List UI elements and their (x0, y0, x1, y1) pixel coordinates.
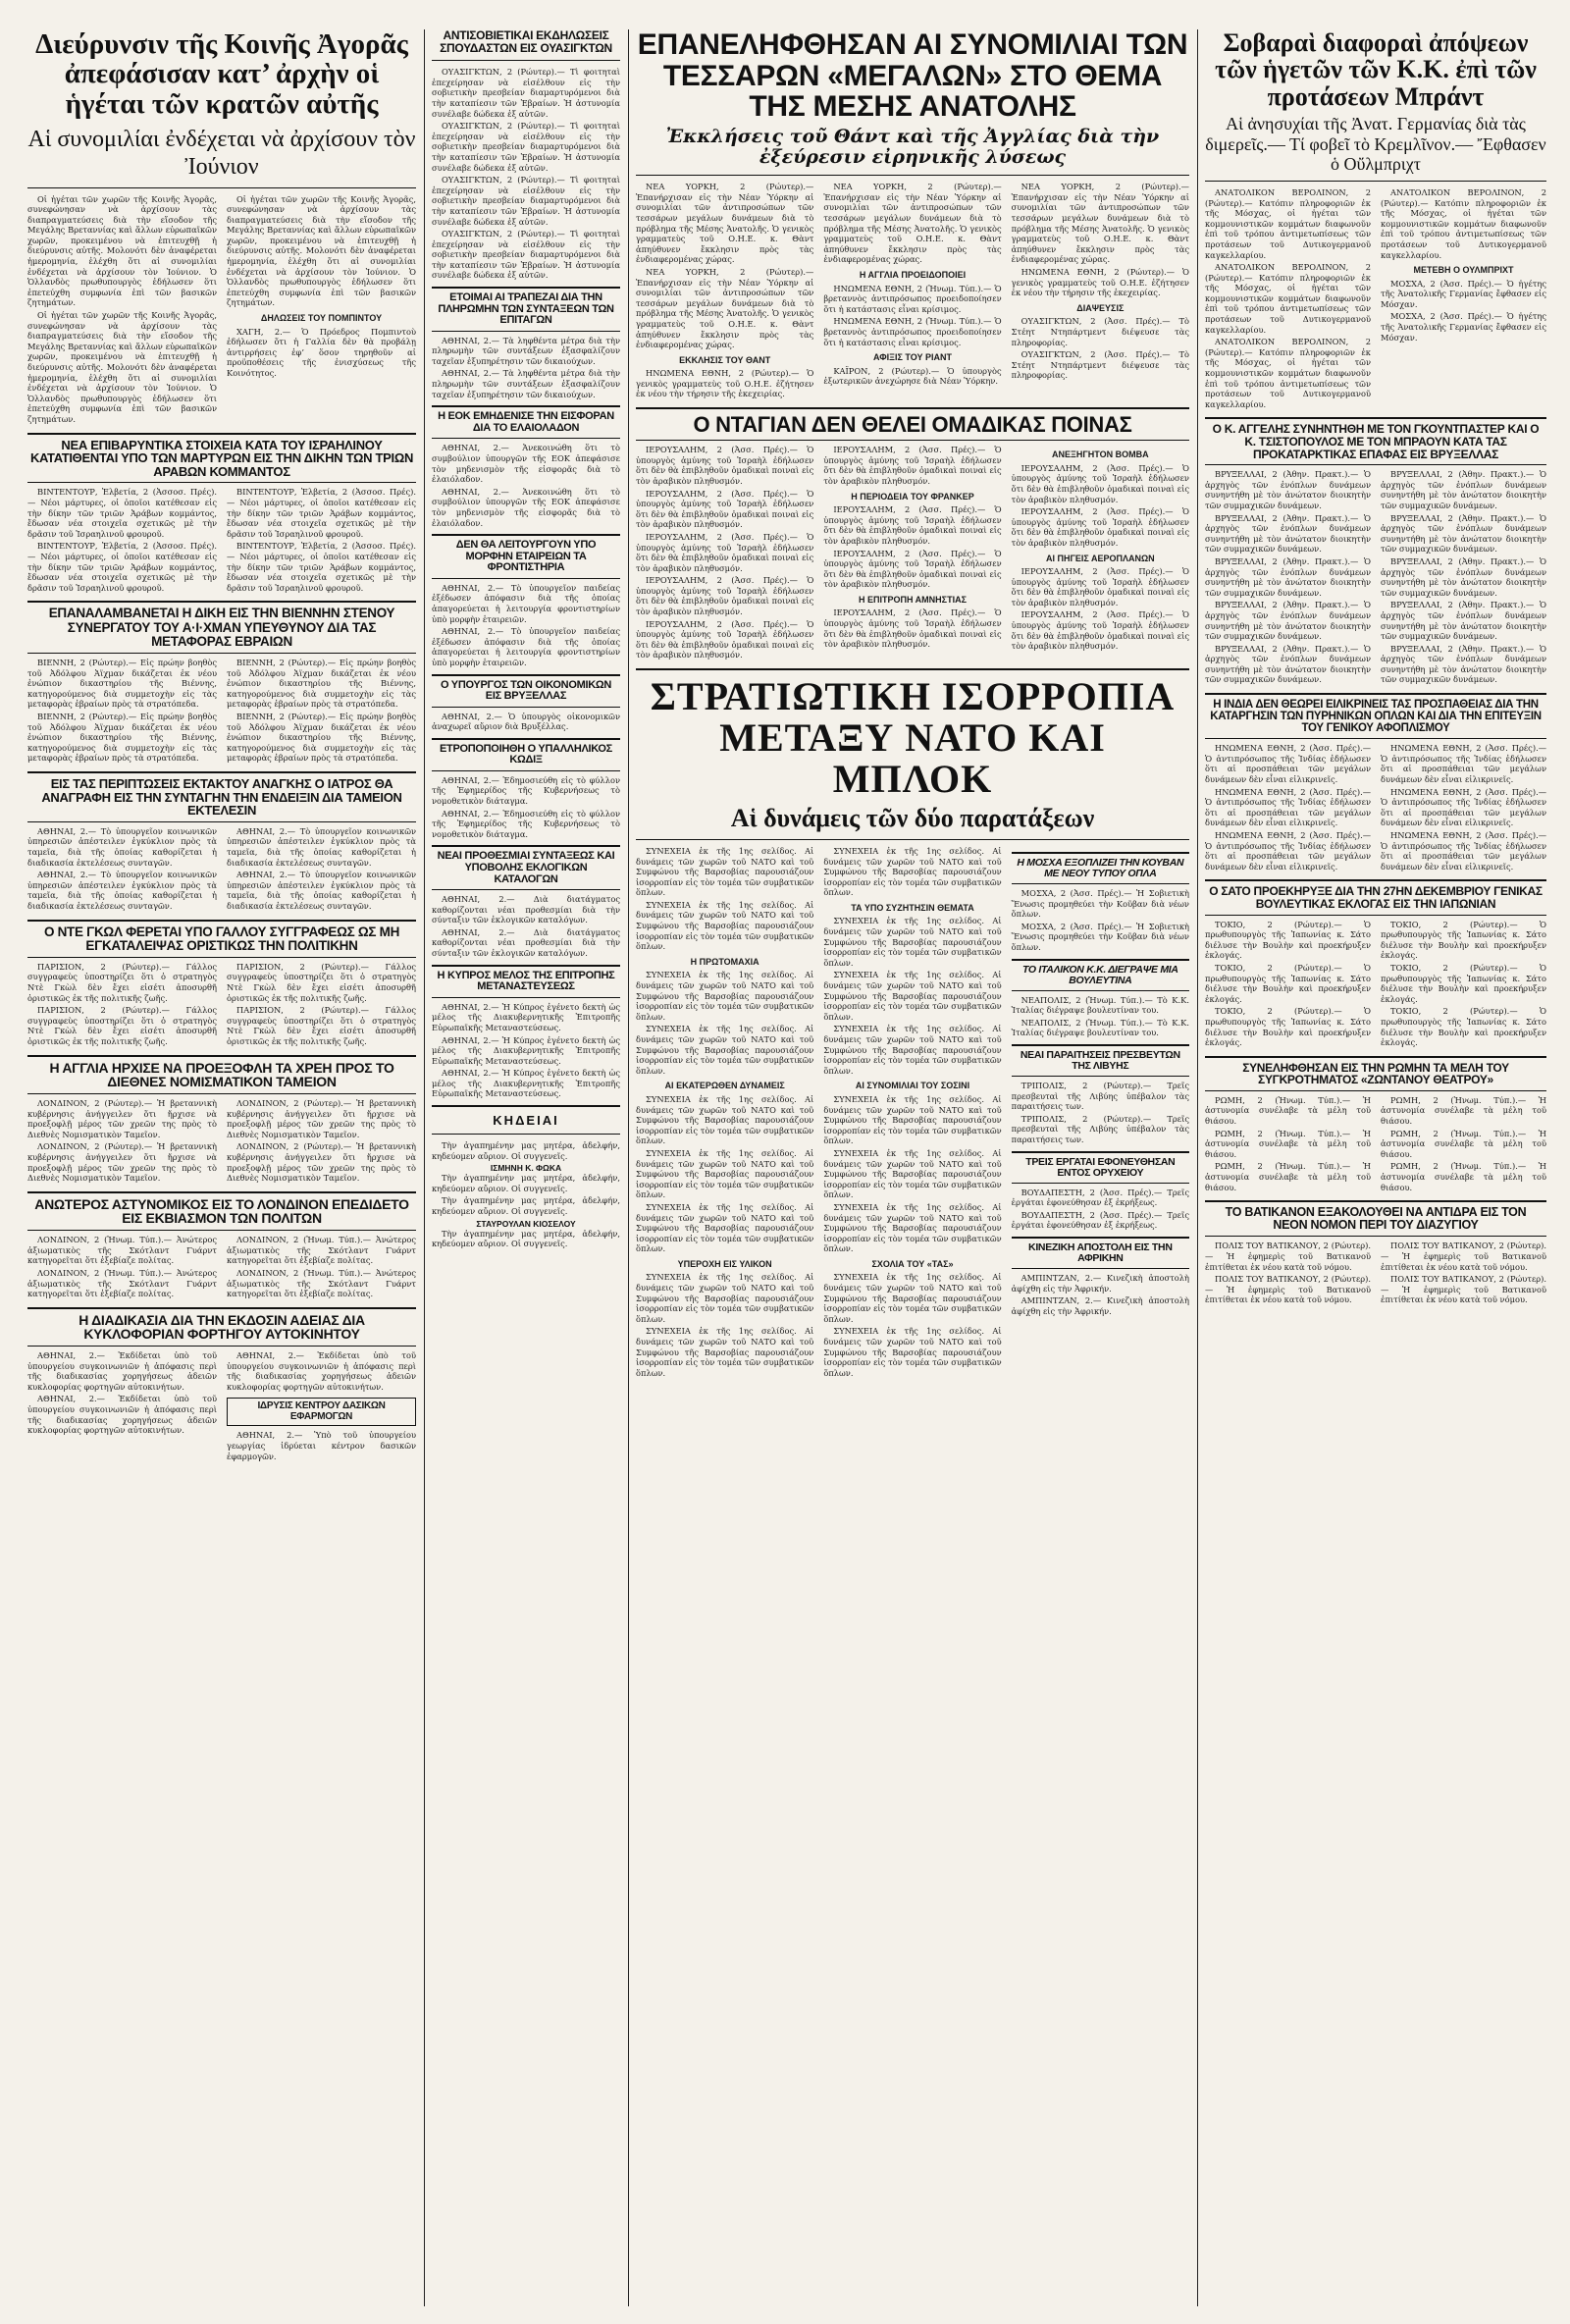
article-body: ΒΙΕΝΝΗ, 2 (Ρώυτερ).— Εἰς πρώην βοηθὸς τοῦ Ἀδόλφου Ἀϊχμαν δικάζεται ἐκ νέου ἐνώπιον δικαστηρίου τῆς Βιέννης, κατηγορούμενος διὰ συμμετοχὴν εἰς τὰς μεταφορὰς ἑβραίων πρὸς τὰ στρατόπεδα. ΒΙΕΝΝΗ, 2 (Ρώυτερ).— Εἰς πρώην βοηθὸς τοῦ Ἀδόλφου Ἀϊχμαν δικάζεται ἐκ νέου ἐνώπιον δικαστηρίου τῆς Βιέννης, κατηγορούμενος διὰ συμμετοχὴν εἰς τὰς μεταφορὰς ἑβραίων πρὸς τὰ στρατόπεδα. ΒΙΕΝΝΗ, 2 (Ρώυτερ).— Εἰς πρώην βοηθὸς τοῦ Ἀδόλφου Ἀϊχμαν δικάζεται ἐκ νέου ἐνώπιον δικαστηρίου τῆς Βιέννης, κατηγορούμενος διὰ συμμετοχὴν εἰς τὰς μεταφορὰς ἑβραίων πρὸς τὰ στρατόπεδα. ΒΙΕΝΝΗ, 2 (Ρώυτερ).— Εἰς πρώην βοηθὸς τοῦ Ἀδόλφου Ἀϊχμαν δικάζεται ἐκ νέου ἐνώπιον δικαστηρίου τῆς Βιέννης, κατηγορούμενος διὰ συμμετοχὴν εἰς τὰς μεταφορὰς ἑβραίων πρὸς τὰ στρατόπεδα. (27, 657, 416, 764)
headline-india: Η ΙΝΔΙΑ ΔΕΝ ΘΕΩΡΕΙ ΕΙΛΙΚΡΙΝΕΙΣ ΤΑΣ ΠΡΟΣΠΑΘΕΙΑΣ ΔΙΑ ΤΗΝ ΚΑΤΑΡΓΗΣΙΝ ΤΩΝ ΠΥΡΗΝΙΚΩΝ ΟΠΛΩΝ ΚΑΙ ΔΙΑ ΤΗΝ ΕΠΙΤΕΥΞΙΝ ΤΟΥ ΓΕΝΙΚΟΥ ΑΦΟΠΛΙΣΜΟΥ (1210, 699, 1542, 735)
headline-banks: ΕΤΟΙΜΑΙ ΑΙ ΤΡΑΠΕΖΑΙ ΔΙΑ ΤΗΝ ΠΛΗΡΩΜΗΝ ΤΩΝ ΣΥΝΤΑΞΕΩΝ ΤΩΝ ΕΠΙΤΑΓΩΝ (438, 291, 614, 327)
article-body: Οἱ ἡγέται τῶν χωρῶν τῆς Κοινῆς Ἀγορᾶς, συνεφώνησαν νὰ ἀρχίσουν τὰς διαπραγματεύσεις διὰ τὴν εἴσοδον τῆς Μεγάλης Βρεταννίας καὶ ἄλλων εὐρωπαϊκῶν χωρῶν, προκειμένου νὰ ἐπιτευχθῇ ἡ διεύρυνσις αὐτῆς. Μολονότι δὲν ἀναφέρεται ἡμερομηνία, ἐλέχθη ὅτι αἱ συνομιλίαι ἐνδέχεται νὰ ἀρχίσουν τὸν Ἰούνιον. Ὁ Ὁλλανδὸς πρωθυπουργὸς ἐδήλωσεν ὅτι ἐπετεύχθη συμφωνία ἐπὶ τῶν βασικῶν ζητημάτων. ΔΗΛΩΣΕΙΣ ΤΟΥ ΠΟΜΠΙΝΤΟΥ ΧΑΓΗ, 2.— Ὁ Πρόεδρος Πομπιντοὺ ἐδήλωσεν ὅτι ἡ Γαλλία δὲν θὰ προβάλῃ ἀντιρρήσεις ἐφ’ ὅσον τηρηθοῦν αἱ προϋποθέσεις τῆς ἐνισχύσεως τῆς Κοινότητος. (227, 193, 416, 378)
headline-cuba-arms: Η ΜΟΣΧΑ ΕΞΟΠΛΙΖΕΙ ΤΗΝ ΚΟΥΒΑΝ ΜΕ ΝΕΟΥ ΤΥΠΟΥ ΟΠΛΑ (1017, 856, 1184, 879)
headline-truck-license: Η ΔΙΑΔΙΚΑΣΙΑ ΔΙΑ ΤΗΝ ΕΚΔΟΣΙΝ ΑΔΕΙΑΣ ΔΙΑ ΚΥΚΛΟΦΟΡΙΑΝ ΦΟΡΤΗΓΟΥ ΑΥΤΟΚΙΝΗΤΟΥ (78, 1311, 365, 1343)
headline-de-gaulle: Ο ΝΤΕ ΓΚΩΛ ΦΕΡΕΤΑΙ ΥΠΟ ΓΑΛΛΟΥ ΣΥΓΓΡΑΦΕΩΣ ΩΣ ΜΗ ΕΓΚΑΤΑΛΕΙΨΑΣ ΟΡΙΣΤΙΚΩΣ ΤΗΝ ΠΟΛΙΤΙΚΗΝ (43, 924, 400, 953)
headline-chinese-mission: ΚΙΝΕΖΙΚΗ ΑΠΟΣΤΟΛΗ ΕΙΣ ΤΗΝ ΑΦΡΙΚΗΝ (1028, 1241, 1173, 1264)
headline-cyprus: Η ΚΥΠΡΟΣ ΜΕΛΟΣ ΤΗΣ ΕΠΙΤΡΟΠΗΣ ΜΕΤΑΝΑΣΤΕΥΣΕΩΣ (437, 969, 615, 993)
headline-vienna-trial: ΕΠΑΝΑΛΑΜΒΑΝΕΤΑΙ Η ΔΙΚΗ ΕΙΣ ΤΗΝ ΒΙΕΝΝΗΝ ΣΤΕΝΟΥ ΣΥΝΕΡΓΑΤΟΥ ΤΟΥ Α·Ι·ΧΜΑΝ ΥΠΕΥΘΥΝΟΥ ΔΙΑ ΤΑΣ ΜΕΤΑΦΟΡΑΣ ΕΒΡΑΙΩΝ (48, 606, 395, 649)
subhead: ΑΙ ΣΥΝΟΜΙΛΙΑΙ ΤΟΥ ΣΟΣΙΝΙ (855, 1081, 970, 1091)
headline-brandt: Σοβαραὶ διαφοραὶ ἀπόψεων τῶν ἡγετῶν τῶν Κ.Κ. ἐπὶ τῶν προτάσεων Μπράντ (1215, 28, 1537, 111)
column-rule (424, 29, 425, 2306)
column-right (1205, 29, 1546, 1307)
deck-mideast: Ἐκκλήσεις τοῦ Θάντ καὶ τῆς Ἀγγλίας διὰ τὴν ἐξεύρεσιν εἰρηνικῆς λύσεως (665, 125, 1160, 169)
article-body: ΑΘΗΝΑΙ, 2.— Τὰ ληφθέντα μέτρα διὰ τὴν πληρωμὴν τῶν συντάξεων ἐξασφαλίζουν ταχεῖαν ἐξυπηρέτησιν τῶν δικαιούχων. ΑΘΗΝΑΙ, 2.— Τὰ ληφθέντα μέτρα διὰ τὴν πληρωμὴν τῶν συντάξεων ἐξασφαλίζουν ταχεῖαν ἐξυπηρέτησιν τῶν δικαιούχων. (432, 335, 620, 399)
deck-common-market: Αἱ συνομιλίαι ἐνδέχεται νὰ ἀρχίσουν τὸν Ἰούνιον (27, 127, 416, 180)
deck-nato-balance: Αἱ δυνάμεις τῶν δύο παρατάξεων (730, 804, 1095, 833)
subhead: Η ΕΠΙΤΡΟΠΗ ΑΜΝΗΣΤΙΑΣ (859, 594, 967, 605)
funeral-name: ΙΣΜΗΝΗ Κ. ΦΩΚΑ (490, 1163, 562, 1174)
article-body: ΑΘΗΝΑΙ, 2.— Ἡ Κύπρος ἐγένετο δεκτὴ ὡς μέλος τῆς Διακυβερνητικῆς Ἐπιτροπῆς Εὐρωπαϊκῆς Μεταναστεύσεως. ΑΘΗΝΑΙ, 2.— Ἡ Κύπρος ἐγένετο δεκτὴ ὡς μέλος τῆς Διακυβερνητικῆς Ἐπιτροπῆς Εὐρωπαϊκῆς Μεταναστεύσεως. ΑΘΗΝΑΙ, 2.— Ἡ Κύπρος ἐγένετο δεκτὴ ὡς μέλος τῆς Διακυβερνητικῆς Ἐπιτροπῆς Εὐρωπαϊκῆς Μεταναστεύσεως. (432, 1001, 620, 1099)
article-body: ΑΘΗΝΑΙ, 2.— Ὁ ὑπουργὸς οἰκονομικῶν ἀναχωρεῖ αὔριον διὰ Βρυξέλλας. (432, 711, 620, 732)
headline-dayan: Ο ΝΤΑΓΙΑΝ ΔΕΝ ΘΕΛΕΙ ΟΜΑΔΙΚΑΣ ΠΟΙΝΑΣ (693, 412, 1132, 438)
column-left (27, 29, 416, 1463)
article-body: ΑΘΗΝΑΙ, 2.— Ἐδημοσιεύθη εἰς τὸ φύλλον τῆς Ἐφημερίδος τῆς Κυβερνήσεως τὸ νομοθετικὸν διάταγμα. ΑΘΗΝΑΙ, 2.— Ἐδημοσιεύθη εἰς τὸ φύλλον τῆς Ἐφημερίδος τῆς Κυβερνήσεως τὸ νομοθετικὸν διάταγμα. (432, 774, 620, 839)
subhead: ΔΙΑΨΕΥΣΙΣ (1076, 302, 1125, 313)
article-body: ΣΥΝΕΧΕΙΑ ἐκ τῆς 1ης σελίδος. Αἱ δυνάμεις τῶν χωρῶν τοῦ ΝΑΤΟ καὶ τοῦ Συμφώνου τῆς Βαρσοβίας παρουσιάζουν ἰσορροπίαν εἰς τὸν τομέα τῶν συμβατικῶν ὅπλων. ΤΑ ΥΠΟ ΣΥΖΗΤΗΣΙΝ ΘΕΜΑΤΑ ΣΥΝΕΧΕΙΑ ἐκ τῆς 1ης σελίδος. Αἱ δυνάμεις τῶν χωρῶν τοῦ ΝΑΤΟ καὶ τοῦ Συμφώνου τῆς Βαρσοβίας παρουσιάζουν ἰσορροπίαν εἰς τὸν τομέα τῶν συμβατικῶν ὅπλων. ΣΥΝΕΧΕΙΑ ἐκ τῆς 1ης σελίδος. Αἱ δυνάμεις τῶν χωρῶν τοῦ ΝΑΤΟ καὶ τοῦ Συμφώνου τῆς Βαρσοβίας παρουσιάζουν ἰσορροπίαν εἰς τὸν τομέα τῶν συμβατικῶν ὅπλων. ΣΥΝΕΧΕΙΑ ἐκ τῆς 1ης σελίδος. Αἱ δυνάμεις τῶν χωρῶν τοῦ ΝΑΤΟ καὶ τοῦ Συμφώνου τῆς Βαρσοβίας παρουσιάζουν ἰσορροπίαν εἰς τὸν τομέα τῶν συμβατικῶν ὅπλων. ΑΙ ΣΥΝΟΜΙΛΙΑΙ ΤΟΥ ΣΟΣΙΝΙ ΣΥΝΕΧΕΙΑ ἐκ τῆς 1ης σελίδος. Αἱ δυνάμεις τῶν χωρῶν τοῦ ΝΑΤΟ καὶ τοῦ Συμφώνου τῆς Βαρσοβίας παρουσιάζουν ἰσορροπίαν εἰς τὸν τομέα τῶν συμβατικῶν ὅπλων. ΣΥΝΕΧΕΙΑ ἐκ τῆς 1ης σελίδος. Αἱ δυνάμεις τῶν χωρῶν τοῦ ΝΑΤΟ καὶ τοῦ Συμφώνου τῆς Βαρσοβίας παρουσιάζουν ἰσορροπίαν εἰς τὸν τομέα τῶν συμβατικῶν ὅπλων. ΣΥΝΕΧΕΙΑ ἐκ τῆς 1ης σελίδος. Αἱ δυνάμεις τῶν χωρῶν τοῦ ΝΑΤΟ καὶ τοῦ Συμφώνου τῆς Βαρσοβίας παρουσιάζουν ἰσορροπίαν εἰς τὸν τομέα τῶν συμβατικῶν ὅπλων. ΣΧΟΛΙΑ ΤΟΥ «ΤΑΣ» ΣΥΝΕΧΕΙΑ ἐκ τῆς 1ης σελίδος. Αἱ δυνάμεις τῶν χωρῶν τοῦ ΝΑΤΟ καὶ τοῦ Συμφώνου τῆς Βαρσοβίας παρουσιάζουν ἰσορροπίαν εἰς τὸν τομέα τῶν συμβατικῶν ὅπλων. ΣΥΝΕΧΕΙΑ ἐκ τῆς 1ης σελίδος. Αἱ δυνάμεις τῶν χωρῶν τοῦ ΝΑΤΟ καὶ τοῦ Συμφώνου τῆς Βαρσοβίας παρουσιάζουν ἰσορροπίαν εἰς τὸν τομέα τῶν συμβατικῶν ὅπλων. (823, 845, 1002, 1378)
headline-olive-oil: Η ΕΟΚ ΕΜΗΔΕΝΙΣΕ ΤΗΝ ΕΙΣΦΟΡΑΝ ΔΙΑ ΤΟ ΕΛΑΙΟΛΑΔΟΝ (438, 410, 614, 434)
article-body: ΠΟΛΙΣ ΤΟΥ ΒΑΤΙΚΑΝΟΥ, 2 (Ρώυτερ).— Ἡ ἐφημερὶς τοῦ Βατικανοῦ ἐπιτίθεται ἐκ νέου κατὰ τοῦ νόμου. ΠΟΛΙΣ ΤΟΥ ΒΑΤΙΚΑΝΟΥ, 2 (Ρώυτερ).— Ἡ ἐφημερὶς τοῦ Βατικανοῦ ἐπιτίθεται ἐκ νέου κατὰ τοῦ νόμου. ΠΟΛΙΣ ΤΟΥ ΒΑΤΙΚΑΝΟΥ, 2 (Ρώυτερ).— Ἡ ἐφημερὶς τοῦ Βατικανοῦ ἐπιτίθεται ἐκ νέου κατὰ τοῦ νόμου. ΠΟΛΙΣ ΤΟΥ ΒΑΤΙΚΑΝΟΥ, 2 (Ρώυτερ).— Ἡ ἐφημερὶς τοῦ Βατικανοῦ ἐπιτίθεται ἐκ νέου κατὰ τοῦ νόμου. (1205, 1241, 1546, 1305)
article-body: ΑΘΗΝΑΙ, 2.— Ἀνεκοινώθη ὅτι τὸ συμβούλιον ὑπουργῶν τῆς ΕΟΚ ἀπεφάσισε τὸν μηδενισμὸν τῆς εἰσφορᾶς διὰ τὸ ἐλαιόλαδον. ΑΘΗΝΑΙ, 2.— Ἀνεκοινώθη ὅτι τὸ συμβούλιον ὑπουργῶν τῆς ΕΟΚ ἀπεφάσισε τὸν μηδενισμὸν τῆς εἰσφορᾶς διὰ τὸ ἐλαιόλαδον. (432, 443, 620, 528)
headline-forestry: ΙΔΡΥΣΙΣ ΚΕΝΤΡΟΥ ΔΑΣΙΚΩΝ ΕΦΑΡΜΟΓΩΝ (257, 1400, 386, 1422)
article-body: ΤΟΚΙΟ, 2 (Ρώυτερ).— Ὁ πρωθυπουργὸς τῆς Ἰαπωνίας κ. Σάτο διέλυσε τὴν Βουλὴν καὶ προεκήρυξεν ἐκλογάς. ΤΟΚΙΟ, 2 (Ρώυτερ).— Ὁ πρωθυπουργὸς τῆς Ἰαπωνίας κ. Σάτο διέλυσε τὴν Βουλὴν καὶ προεκήρυξεν ἐκλογάς. ΤΟΚΙΟ, 2 (Ρώυτερ).— Ὁ πρωθυπουργὸς τῆς Ἰαπωνίας κ. Σάτο διέλυσε τὴν Βουλὴν καὶ προεκήρυξεν ἐκλογάς. ΤΟΚΙΟ, 2 (Ρώυτερ).— Ὁ πρωθυπουργὸς τῆς Ἰαπωνίας κ. Σάτο διέλυσε τὴν Βουλὴν καὶ προεκήρυξεν ἐκλογάς. ΤΟΚΙΟ, 2 (Ρώυτερ).— Ὁ πρωθυπουργὸς τῆς Ἰαπωνίας κ. Σάτο διέλυσε τὴν Βουλὴν καὶ προεκήρυξεν ἐκλογάς. ΤΟΚΙΟ, 2 (Ρώυτερ).— Ὁ πρωθυπουργὸς τῆς Ἰαπωνίας κ. Σάτο διέλυσε τὴν Βουλὴν καὶ προεκήρυξεν ἐκλογάς. (1205, 919, 1546, 1048)
column-center (636, 29, 1189, 1380)
headline-italian-cp: ΤΟ ΙΤΑΛΙΚΟΝ Κ.Κ. ΔΙΕΓΡΑΨΕ ΜΙΑ ΒΟΥΛΕΥΤΙΝΑ (1021, 963, 1178, 986)
article-body: ΑΝΑΤΟΛΙΚΟΝ ΒΕΡΟΛΙΝΟΝ, 2 (Ρώυτερ).— Κατόπιν πληροφοριῶν ἐκ τῆς Μόσχας, οἱ ἡγέται τῶν κομμουνιστικῶν κομμάτων διαφωνοῦν ἐπὶ τοῦ τρόπου ἀντιμετωπίσεως τῶν προτάσεων τοῦ Δυτικογερμανοῦ καγκελλαρίου. ΑΝΑΤΟΛΙΚΟΝ ΒΕΡΟΛΙΝΟΝ, 2 (Ρώυτερ).— Κατόπιν πληροφοριῶν ἐκ τῆς Μόσχας, οἱ ἡγέται τῶν κομμουνιστικῶν κομμάτων διαφωνοῦν ἐπὶ τοῦ τρόπου ἀντιμετωπίσεως τῶν προτάσεων τοῦ Δυτικογερμανοῦ καγκελλαρίου. ΑΝΑΤΟΛΙΚΟΝ ΒΕΡΟΛΙΝΟΝ, 2 (Ρώυτερ).— Κατόπιν πληροφοριῶν ἐκ τῆς Μόσχας, οἱ ἡγέται τῶν κομμουνιστικῶν κομμάτων διαφωνοῦν ἐπὶ τοῦ τρόπου ἀντιμετωπίσεως τῶν προτάσεων τοῦ Δυτικογερμανοῦ καγκελλαρίου. ΑΝΑΤΟΛΙΚΟΝ ΒΕΡΟΛΙΝΟΝ, 2 (Ρώυτερ).— Κατόπιν πληροφοριῶν ἐκ τῆς Μόσχας, οἱ ἡγέται τῶν κομμουνιστικῶν κομμάτων διαφωνοῦν ἐπὶ τοῦ τρόπου ἀντιμετωπίσεως τῶν προτάσεων τοῦ Δυτικογερμανοῦ καγκελλαρίου. ΜΕΤΕΒΗ Ο ΟΥΛΜΠΡΙΧΤ ΜΟΣΧΑ, 2 (Ἀσσ. Πρές).— Ὁ ἡγέτης τῆς Ἀνατολικῆς Γερμανίας ἔφθασεν εἰς Μόσχαν. ΜΟΣΧΑ, 2 (Ἀσσ. Πρές).— Ὁ ἡγέτης τῆς Ἀνατολικῆς Γερμανίας ἔφθασεν εἰς Μόσχαν. (1205, 186, 1546, 409)
side-briefs: Η ΜΟΣΧΑ ΕΞΟΠΛΙΖΕΙ ΤΗΝ ΚΟΥΒΑΝ ΜΕ ΝΕΟΥ ΤΥΠΟΥ ΟΠΛΑ ΜΟΣΧΑ, 2 (Ἀσσ. Πρές).— Ἡ Σοβιετικὴ Ἕνωσις προμηθεύει τὴν Κοῦβαν διὰ νέων ὅπλων. ΜΟΣΧΑ, 2 (Ἀσσ. Πρές).— Ἡ Σοβιετικὴ Ἕνωσις προμηθεύει τὴν Κοῦβαν διὰ νέων ὅπλων. ΤΟ ΙΤΑΛΙΚΟΝ Κ.Κ. ΔΙΕΓΡΑΨΕ ΜΙΑ ΒΟΥΛΕΥΤΙΝΑ ΝΕΑΠΟΛΙΣ, 2 (Ἠνωμ. Τύπ.).— Τὸ Κ.Κ. Ἰταλίας διέγραψε βουλευτίναν του. ΝΕΑΠΟΛΙΣ, 2 (Ἠνωμ. Τύπ.).— Τὸ Κ.Κ. Ἰταλίας διέγραψε βουλευτίναν του. ΝΕΑΙ ΠΑΡΑΙΤΗΣΕΙΣ ΠΡΕΣΒΕΥΤΩΝ ΤΗΣ ΛΙΒΥΗΣ ΤΡΙΠΟΛΙΣ, 2 (Ρώυτερ).— Τρεῖς πρεσβευταὶ τῆς Λιβύης ὑπέβαλον τὰς παραιτήσεις των. ΤΡΙΠΟΛΙΣ, 2 (Ρώυτερ).— Τρεῖς πρεσβευταὶ τῆς Λιβύης ὑπέβαλον τὰς παραιτήσεις των. ΤΡΕΙΣ ΕΡΓΑΤΑΙ ΕΦΟΝΕΥΘΗΣΑΝ ΕΝΤΟΣ ΟΡΥΧΕΙΟΥ ΒΟΥΔΑΠΕΣΤΗ, 2 (Ἀσσ. Πρές).— Τρεῖς ἐργάται ἐφονεύθησαν ἐξ ἐκρήξεως. ΒΟΥΔΑΠΕΣΤΗ, 2 (Ἀσσ. Πρές).— Τρεῖς ἐργάται ἐφονεύθησαν ἐξ ἐκρήξεως. ΚΙΝΕΖΙΚΗ ΑΠΟΣΤΟΛΗ ΕΙΣ ΤΗΝ ΑΦΡΙΚΗΝ ΑΜΠΙΝΤΖΑΝ, 2.— Κινεζικὴ ἀποστολὴ ἀφίχθη εἰς τὴν Ἀφρικήν. ΑΜΠΙΝΤΖΑΝ, 2.— Κινεζικὴ ἀποστολὴ ἀφίχθη εἰς τὴν Ἀφρικήν. (1012, 846, 1189, 1381)
headline-mideast: ΕΠΑΝΕΛΗΦΘΗΣΑΝ ΑΙ ΣΥΝΟΜΙΛΙΑΙ ΤΩΝ ΤΕΣΣΑΡΩΝ «ΜΕΓΑΛΩΝ» ΣΤΟ ΘΕΜΑ ΤΗΣ ΜΕΣΗΣ ΑΝΑΤΟΛΗΣ (637, 28, 1188, 123)
subhead: Η ΠΡΩΤΟΜΑΧΙΑ (690, 956, 759, 967)
article-body: ΗΝΩΜΕΝΑ ΕΘΝΗ, 2 (Ἀσσ. Πρές).— Ὁ ἀντιπρόσωπος τῆς Ἰνδίας ἐδήλωσεν ὅτι αἱ προσπάθειαι τῶν μεγάλων δυνάμεων δὲν εἶναι εἰλικρινεῖς. ΗΝΩΜΕΝΑ ΕΘΝΗ, 2 (Ἀσσ. Πρές).— Ὁ ἀντιπρόσωπος τῆς Ἰνδίας ἐδήλωσεν ὅτι αἱ προσπάθειαι τῶν μεγάλων δυνάμεων δὲν εἶναι εἰλικρινεῖς. ΗΝΩΜΕΝΑ ΕΘΝΗ, 2 (Ἀσσ. Πρές).— Ὁ ἀντιπρόσωπος τῆς Ἰνδίας ἐδήλωσεν ὅτι αἱ προσπάθειαι τῶν μεγάλων δυνάμεων δὲν εἶναι εἰλικρινεῖς. ΗΝΩΜΕΝΑ ΕΘΝΗ, 2 (Ἀσσ. Πρές).— Ὁ ἀντιπρόσωπος τῆς Ἰνδίας ἐδήλωσεν ὅτι αἱ προσπάθειαι τῶν μεγάλων δυνάμεων δὲν εἶναι εἰλικρινεῖς. ΗΝΩΜΕΝΑ ΕΘΝΗ, 2 (Ἀσσ. Πρές).— Ὁ ἀντιπρόσωπος τῆς Ἰνδίας ἐδήλωσεν ὅτι αἱ προσπάθειαι τῶν μεγάλων δυνάμεων δὲν εἶναι εἰλικρινεῖς. ΗΝΩΜΕΝΑ ΕΘΝΗ, 2 (Ἀσσ. Πρές).— Ὁ ἀντιπρόσωπος τῆς Ἰνδίας ἐδήλωσεν ὅτι αἱ προσπάθειαι τῶν μεγάλων δυνάμεων δὲν εἶναι εἰλικρινεῖς. (1205, 743, 1546, 872)
article-body: ΛΟΝΔΙΝΟΝ, 2 (Ρώυτερ).— Ἡ βρεταννικὴ κυβέρνησις ἀνήγγειλεν ὅτι ἤρχισε νὰ προεξοφλῇ μέρος τῶν χρεῶν της πρὸς τὸ Διεθνὲς Νομισματικὸν Ταμεῖον. ΛΟΝΔΙΝΟΝ, 2 (Ρώυτερ).— Ἡ βρεταννικὴ κυβέρνησις ἀνήγγειλεν ὅτι ἤρχισε νὰ προεξοφλῇ μέρος τῶν χρεῶν της πρὸς τὸ Διεθνὲς Νομισματικὸν Ταμεῖον. ΛΟΝΔΙΝΟΝ, 2 (Ρώυτερ).— Ἡ βρεταννικὴ κυβέρνησις ἀνήγγειλεν ὅτι ἤρχισε νὰ προεξοφλῇ μέρος τῶν χρεῶν της πρὸς τὸ Διεθνὲς Νομισματικὸν Ταμεῖον. ΛΟΝΔΙΝΟΝ, 2 (Ρώυτερ).— Ἡ βρεταννικὴ κυβέρνησις ἀνήγγειλεν ὅτι ἤρχισε νὰ προεξοφλῇ μέρος τῶν χρεῶν της πρὸς τὸ Διεθνὲς Νομισματικὸν Ταμεῖον. (27, 1098, 416, 1184)
headline-rome-theatre: ΣΥΝΕΛΗΦΘΗΣΑΝ ΕΙΣ ΤΗΝ ΡΩΜΗΝ ΤΑ ΜΕΛΗ ΤΟΥ ΣΥΓΚΡΟΤΗΜΑΤΟΣ «ΖΩΝΤΑΝΟΥ ΘΕΑΤΡΟΥ» (1242, 1060, 1509, 1087)
headline-tutoring: ΔΕΝ ΘΑ ΛΕΙΤΟΥΡΓΟΥΝ ΥΠΟ ΜΟΡΦΗΝ ΕΤΑΙΡΕΙΩΝ ΤΑ ΦΡΟΝΤΙΣΤΗΡΙΑ (455, 539, 597, 574)
headline-finance-minister: Ο ΥΠΟΥΡΓΟΣ ΤΩΝ ΟΙΚΟΝΟΜΙΚΩΝ ΕΙΣ ΒΡΥΞΕΛΛΑΣ (440, 678, 612, 703)
subhead: ΔΗΛΩΣΕΙΣ ΤΟΥ ΠΟΜΠΙΝΤΟΥ (260, 313, 383, 324)
article-body: ΡΩΜΗ, 2 (Ἠνωμ. Τύπ.).— Ἡ ἀστυνομία συνέλαβε τὰ μέλη τοῦ θιάσου. ΡΩΜΗ, 2 (Ἠνωμ. Τύπ.).— Ἡ ἀστυνομία συνέλαβε τὰ μέλη τοῦ θιάσου. ΡΩΜΗ, 2 (Ἠνωμ. Τύπ.).— Ἡ ἀστυνομία συνέλαβε τὰ μέλη τοῦ θιάσου. ΡΩΜΗ, 2 (Ἠνωμ. Τύπ.).— Ἡ ἀστυνομία συνέλαβε τὰ μέλη τοῦ θιάσου. ΡΩΜΗ, 2 (Ἠνωμ. Τύπ.).— Ἡ ἀστυνομία συνέλαβε τὰ μέλη τοῦ θιάσου. ΡΩΜΗ, 2 (Ἠνωμ. Τύπ.).— Ἡ ἀστυνομία συνέλαβε τὰ μέλη τοῦ θιάσου. (1205, 1094, 1546, 1192)
article-body: ΒΡΥΞΕΛΛΑΙ, 2 (Ἀθην. Πρακτ.).— Ὁ ἀρχηγὸς τῶν ἐνόπλων δυνάμεων συνηντήθη μὲ τὸν ἀνώτατον διοικητὴν τῶν συμμαχικῶν δυνάμεων. ΒΡΥΞΕΛΛΑΙ, 2 (Ἀθην. Πρακτ.).— Ὁ ἀρχηγὸς τῶν ἐνόπλων δυνάμεων συνηντήθη μὲ τὸν ἀνώτατον διοικητὴν τῶν συμμαχικῶν δυνάμεων. ΒΡΥΞΕΛΛΑΙ, 2 (Ἀθην. Πρακτ.).— Ὁ ἀρχηγὸς τῶν ἐνόπλων δυνάμεων συνηντήθη μὲ τὸν ἀνώτατον διοικητὴν τῶν συμμαχικῶν δυνάμεων. ΒΡΥΞΕΛΛΑΙ, 2 (Ἀθην. Πρακτ.).— Ὁ ἀρχηγὸς τῶν ἐνόπλων δυνάμεων συνηντήθη μὲ τὸν ἀνώτατον διοικητὴν τῶν συμμαχικῶν δυνάμεων. ΒΡΥΞΕΛΛΑΙ, 2 (Ἀθην. Πρακτ.).— Ὁ ἀρχηγὸς τῶν ἐνόπλων δυνάμεων συνηντήθη μὲ τὸν ἀνώτατον διοικητὴν τῶν συμμαχικῶν δυνάμεων. ΒΡΥΞΕΛΛΑΙ, 2 (Ἀθην. Πρακτ.).— Ὁ ἀρχηγὸς τῶν ἐνόπλων δυνάμεων συνηντήθη μὲ τὸν ἀνώτατον διοικητὴν τῶν συμμαχικῶν δυνάμεων. ΒΡΥΞΕΛΛΑΙ, 2 (Ἀθην. Πρακτ.).— Ὁ ἀρχηγὸς τῶν ἐνόπλων δυνάμεων συνηντήθη μὲ τὸν ἀνώτατον διοικητὴν τῶν συμμαχικῶν δυνάμεων. ΒΡΥΞΕΛΛΑΙ, 2 (Ἀθην. Πρακτ.).— Ὁ ἀρχηγὸς τῶν ἐνόπλων δυνάμεων συνηντήθη μὲ τὸν ἀνώτατον διοικητὴν τῶν συμμαχικῶν δυνάμεων. ΒΡΥΞΕΛΛΑΙ, 2 (Ἀθην. Πρακτ.).— Ὁ ἀρχηγὸς τῶν ἐνόπλων δυνάμεων συνηντήθη μὲ τὸν ἀνώτατον διοικητὴν τῶν συμμαχικῶν δυνάμεων. ΒΡΥΞΕΛΛΑΙ, 2 (Ἀθην. Πρακτ.).— Ὁ ἀρχηγὸς τῶν ἐνόπλων δυνάμεων συνηντήθη μὲ τὸν ἀνώτατον διοικητὴν τῶν συμμαχικῶν δυνάμεων. (1205, 469, 1546, 685)
subhead: ΑΙ ΠΗΓΕΙΣ ΑΕΡΟΠΛΑΝΩΝ (1045, 553, 1155, 563)
headline-civil-code: ΕΤΡΟΠΟΠΟΙΗΘΗ Ο ΥΠΑΛΛΗΛΙΚΟΣ ΚΩΔΙΞ (440, 742, 612, 766)
subhead: ΤΑ ΥΠΟ ΣΥΖΗΤΗΣΙΝ ΘΕΜΑΤΑ (851, 902, 974, 913)
subhead: ΑΙ ΕΚΑΤΕΡΩΘΕΝ ΔΥΝΑΜΕΙΣ (664, 1081, 785, 1091)
article-body: ΑΘΗΝΑΙ, 2.— Τὸ ὑπουργεῖον κοινωνικῶν ὑπηρεσιῶν ἀπέστειλεν ἐγκύκλιον πρὸς τὰ ταμεῖα, διὰ τῆς ὁποίας καθορίζεται ἡ διαδικασία ἐκτελέσεως συνταγῶν. ΑΘΗΝΑΙ, 2.— Τὸ ὑπουργεῖον κοινωνικῶν ὑπηρεσιῶν ἀπέστειλεν ἐγκύκλιον πρὸς τὰ ταμεῖα, διὰ τῆς ὁποίας καθορίζεται ἡ διαδικασία ἐκτελέσεως συνταγῶν. ΑΘΗΝΑΙ, 2.— Τὸ ὑπουργεῖον κοινωνικῶν ὑπηρεσιῶν ἀπέστειλεν ἐγκύκλιον πρὸς τὰ ταμεῖα, διὰ τῆς ὁποίας καθορίζεται ἡ διαδικασία ἐκτελέσεως συνταγῶν. ΑΘΗΝΑΙ, 2.— Τὸ ὑπουργεῖον κοινωνικῶν ὑπηρεσιῶν ἀπέστειλεν ἐγκύκλιον πρὸς τὰ ταμεῖα, διὰ τῆς ὁποίας καθορίζεται ἡ διαδικασία ἐκτελέσεως συνταγῶν. (27, 825, 416, 911)
article-body: ΒΙΝΤΕΝΤΟΥΡ, Ἑλβετία, 2 (Ἀσσοσ. Πρές).— Νέοι μάρτυρες, οἱ ὁποῖοι κατέθεσαν εἰς τὴν δίκην τῶν τριῶν Ἀράβων κομμάντος, ἔδωσαν νέα στοιχεῖα σχετικῶς μὲ τὴν δρᾶσιν τοῦ Ἰσραηλινοῦ φρουροῦ. ΒΙΝΤΕΝΤΟΥΡ, Ἑλβετία, 2 (Ἀσσοσ. Πρές).— Νέοι μάρτυρες, οἱ ὁποῖοι κατέθεσαν εἰς τὴν δίκην τῶν τριῶν Ἀράβων κομμάντος, ἔδωσαν νέα στοιχεῖα σχετικῶς μὲ τὴν δρᾶσιν τοῦ Ἰσραηλινοῦ φρουροῦ. ΒΙΝΤΕΝΤΟΥΡ, Ἑλβετία, 2 (Ἀσσοσ. Πρές).— Νέοι μάρτυρες, οἱ ὁποῖοι κατέθεσαν εἰς τὴν δίκην τῶν τριῶν Ἀράβων κομμάντος, ἔδωσαν νέα στοιχεῖα σχετικῶς μὲ τὴν δρᾶσιν τοῦ Ἰσραηλινοῦ φρουροῦ. ΒΙΝΤΕΝΤΟΥΡ, Ἑλβετία, 2 (Ἀσσοσ. Πρές).— Νέοι μάρτυρες, οἱ ὁποῖοι κατέθεσαν εἰς τὴν δίκην τῶν τριῶν Ἀράβων κομμάντος, ἔδωσαν νέα στοιχεῖα σχετικῶς μὲ τὴν δρᾶσιν τοῦ Ἰσραηλινοῦ φρουροῦ. (27, 487, 416, 593)
headline-miners: ΤΡΕΙΣ ΕΡΓΑΤΑΙ ΕΦΟΝΕΥΘΗΣΑΝ ΕΝΤΟΣ ΟΡΥΧΕΙΟΥ (1025, 1155, 1176, 1179)
column-rule (1197, 29, 1198, 2306)
article-body: ΠΑΡΙΣΙΟΝ, 2 (Ρώυτερ).— Γάλλος συγγραφεὺς ὑποστηρίζει ὅτι ὁ στρατηγὸς Ντὲ Γκὼλ δὲν ἔχει εἰσέτι ἀποσυρθῆ ὁριστικῶς ἐκ τῆς πολιτικῆς ζωῆς. ΠΑΡΙΣΙΟΝ, 2 (Ρώυτερ).— Γάλλος συγγραφεὺς ὑποστηρίζει ὅτι ὁ στρατηγὸς Ντὲ Γκὼλ δὲν ἔχει εἰσέτι ἀποσυρθῆ ὁριστικῶς ἐκ τῆς πολιτικῆς ζωῆς. ΠΑΡΙΣΙΟΝ, 2 (Ρώυτερ).— Γάλλος συγγραφεὺς ὑποστηρίζει ὅτι ὁ στρατηγὸς Ντὲ Γκὼλ δὲν ἔχει εἰσέτι ἀποσυρθῆ ὁριστικῶς ἐκ τῆς πολιτικῆς ζωῆς. ΠΑΡΙΣΙΟΝ, 2 (Ρώυτερ).— Γάλλος συγγραφεὺς ὑποστηρίζει ὅτι ὁ στρατηγὸς Ντὲ Γκὼλ δὲν ἔχει εἰσέτι ἀποσυρθῆ ὁριστικῶς ἐκ τῆς πολιτικῆς ζωῆς. (27, 961, 416, 1047)
funeral-notice: Τὴν ἀγαπημένην μας μητέρα, ἀδελφήν, κηδεύομεν αὔριον. Οἱ συγγενεῖς. Τὴν ἀγαπημένην μας μητέρα, ἀδελφήν, κηδεύομεν αὔριον. Οἱ συγγενεῖς. (432, 1173, 620, 1217)
article-body: ΑΘΗΝΑΙ, 2.— Τὸ ὑπουργεῖον παιδείας ἐξέδωσεν ἀπόφασιν διὰ τῆς ὁποίας ἀπαγορεύεται ἡ λειτουργία φροντιστηρίων ὑπὸ μορφὴν ἑταιρειῶν. ΑΘΗΝΑΙ, 2.— Τὸ ὑπουργεῖον παιδείας ἐξέδωσεν ἀπόφασιν διὰ τῆς ὁποίας ἀπαγορεύεται ἡ λειτουργία φροντιστηρίων ὑπὸ μορφὴν ἑταιρειῶν. (432, 582, 620, 667)
headline-vatican-divorce: ΤΟ ΒΑΤΙΚΑΝΟΝ ΕΞΑΚΟΛΟΥΘΕΙ ΝΑ ΑΝΤΙΔΡΑ ΕΙΣ ΤΟΝ ΝΕΟΝ ΝΟΜΟΝ ΠΕΡΙ ΤΟΥ ΔΙΑΖΥΓΙΟΥ (1225, 1205, 1527, 1233)
headline-anti-soviet: ΑΝΤΙΣΟΒΙΕΤΙΚΑΙ ΕΚΔΗΛΩΣΕΙΣ ΣΠΟΥΔΑΣΤΩΝ ΕΙΣ ΟΥΑΣΙΓΚΤΩΝ (440, 28, 612, 55)
headline-doctor: ΕΙΣ ΤΑΣ ΠΕΡΙΠΤΩΣΕΙΣ ΕΚΤΑΚΤΟΥ ΑΝΑΓΚΗΣ Ο ΙΑΤΡΟΣ ΘΑ ΑΝΑΓΡΑΦΗ ΕΙΣ ΤΗΝ ΣΥΝΤΑΓΗΝ ΤΗΝ ΕΝΔΕΙΞΙΝ ΔΙΑ ΤΑΜΕΙΟΝ ΕΚΤΕΛΕΣΙΝ (41, 775, 402, 819)
headline-common-market: Διεύρυνσιν τῆς Κοινῆς Ἀγορᾶς ἀπεφάσισαν κατ’ ἀρχὴν οἱ ἡγέται τῶν κρατῶν αὐτῆς (35, 28, 408, 120)
article-body: ΟΥΑΣΙΓΚΤΩΝ, 2 (Ρώυτερ).— Τὶ φοιτηταὶ ἐπεχείρησαν νὰ εἰσέλθουν εἰς τὴν σοβιετικὴν πρεσβείαν διαμαρτυρόμενοι διὰ τὴν καταπίεσιν τῶν Ἑβραίων. Ἡ ἀστυνομία συνέλαβε δώδεκα ἐξ αὐτῶν. ΟΥΑΣΙΓΚΤΩΝ, 2 (Ρώυτερ).— Τὶ φοιτηταὶ ἐπεχείρησαν νὰ εἰσέλθουν εἰς τὴν σοβιετικὴν πρεσβείαν διαμαρτυρόμενοι διὰ τὴν καταπίεσιν τῶν Ἑβραίων. Ἡ ἀστυνομία συνέλαβε δώδεκα ἐξ αὐτῶν. ΟΥΑΣΙΓΚΤΩΝ, 2 (Ρώυτερ).— Τὶ φοιτηταὶ ἐπεχείρησαν νὰ εἰσέλθουν εἰς τὴν σοβιετικὴν πρεσβείαν διαμαρτυρόμενοι διὰ τὴν καταπίεσιν τῶν Ἑβραίων. Ἡ ἀστυνομία συνέλαβε δώδεκα ἐξ αὐτῶν. ΟΥΑΣΙΓΚΤΩΝ, 2 (Ρώυτερ).— Τὶ φοιτηταὶ ἐπεχείρησαν νὰ εἰσέλθουν εἰς τὴν σοβιετικὴν πρεσβείαν διαμαρτυρόμενοι διὰ τὴν καταπίεσιν τῶν Ἑβραίων. Ἡ ἀστυνομία συνέλαβε δώδεκα ἐξ αὐτῶν. (432, 67, 620, 281)
funeral-notice: Τὴν ἀγαπημένην μας μητέρα, ἀδελφήν, κηδεύομεν αὔριον. Οἱ συγγενεῖς. (432, 1140, 620, 1161)
headline-israeli: ΝΕΑ ΕΠΙΒΑΡΥΝΤΙΚΑ ΣΤΟΙΧΕΙΑ ΚΑΤΑ ΤΟΥ ΙΣΡΑΗΛΙΝΟΥ ΚΑΤΑΤΙΘΕΝΤΑΙ ΥΠΟ ΤΩΝ ΜΑΡΤΥΡΩΝ ΕΙΣ ΤΗΝ ΔΙΚΗΝ ΤΩΝ ΤΡΙΩΝ ΑΡΑΒΩΝ ΚΟΜΜΑΝΤΟΣ (29, 437, 414, 479)
article-body: Οἱ ἡγέται τῶν χωρῶν τῆς Κοινῆς Ἀγορᾶς, συνεφώνησαν νὰ ἀρχίσουν τὰς διαπραγματεύσεις διὰ τὴν εἴσοδον τῆς Μεγάλης Βρεταννίας καὶ ἄλλων εὐρωπαϊκῶν χωρῶν, προκειμένου νὰ ἐπιτευχθῇ ἡ διεύρυνσις αὐτῆς. Μολονότι δὲν ἀναφέρεται ἡμερομηνία, ἐλέχθη ὅτι αἱ συνομιλίαι ἐνδέχεται νὰ ἀρχίσουν τὸν Ἰούνιον. Ὁ Ὁλλανδὸς πρωθυπουργὸς ἐδήλωσεν ὅτι ἐπετεύχθη συμφωνία ἐπὶ τῶν βασικῶν ζητημάτων. Οἱ ἡγέται τῶν χωρῶν τῆς Κοινῆς Ἀγορᾶς, συνεφώνησαν νὰ ἀρχίσουν τὰς διαπραγματεύσεις διὰ τὴν εἴσοδον τῆς Μεγάλης Βρεταννίας καὶ ἄλλων εὐρωπαϊκῶν χωρῶν, προκειμένου νὰ ἐπιτευχθῇ ἡ διεύρυνσις αὐτῆς. Μολονότι δὲν ἀναφέρεται ἡμερομηνία, ἐλέχθη ὅτι αἱ συνομιλίαι ἐνδέχεται νὰ ἀρχίσουν τὸν Ἰούνιον. Ὁ Ὁλλανδὸς πρωθυπουργὸς ἐδήλωσεν ὅτι ἐπετεύχθη συμφωνία ἐπὶ τῶν βασικῶν ζητημάτων. (27, 193, 217, 424)
article-body: ΑΘΗΝΑΙ, 2.— Διὰ διατάγματος καθορίζονται νέαι προθεσμίαι διὰ τὴν σύνταξιν τῶν ἐκλογικῶν καταλόγων. ΑΘΗΝΑΙ, 2.— Διὰ διατάγματος καθορίζονται νέαι προθεσμίαι διὰ τὴν σύνταξιν τῶν ἐκλογικῶν καταλόγων. (432, 894, 620, 959)
article-body: ΣΥΝΕΧΕΙΑ ἐκ τῆς 1ης σελίδος. Αἱ δυνάμεις τῶν χωρῶν τοῦ ΝΑΤΟ καὶ τοῦ Συμφώνου τῆς Βαρσοβίας παρουσιάζουν ἰσορροπίαν εἰς τὸν τομέα τῶν συμβατικῶν ὅπλων. ΣΥΝΕΧΕΙΑ ἐκ τῆς 1ης σελίδος. Αἱ δυνάμεις τῶν χωρῶν τοῦ ΝΑΤΟ καὶ τοῦ Συμφώνου τῆς Βαρσοβίας παρουσιάζουν ἰσορροπίαν εἰς τὸν τομέα τῶν συμβατικῶν ὅπλων. Η ΠΡΩΤΟΜΑΧΙΑ ΣΥΝΕΧΕΙΑ ἐκ τῆς 1ης σελίδος. Αἱ δυνάμεις τῶν χωρῶν τοῦ ΝΑΤΟ καὶ τοῦ Συμφώνου τῆς Βαρσοβίας παρουσιάζουν ἰσορροπίαν εἰς τὸν τομέα τῶν συμβατικῶν ὅπλων. ΣΥΝΕΧΕΙΑ ἐκ τῆς 1ης σελίδος. Αἱ δυνάμεις τῶν χωρῶν τοῦ ΝΑΤΟ καὶ τοῦ Συμφώνου τῆς Βαρσοβίας παρουσιάζουν ἰσορροπίαν εἰς τὸν τομέα τῶν συμβατικῶν ὅπλων. ΑΙ ΕΚΑΤΕΡΩΘΕΝ ΔΥΝΑΜΕΙΣ ΣΥΝΕΧΕΙΑ ἐκ τῆς 1ης σελίδος. Αἱ δυνάμεις τῶν χωρῶν τοῦ ΝΑΤΟ καὶ τοῦ Συμφώνου τῆς Βαρσοβίας παρουσιάζουν ἰσορροπίαν εἰς τὸν τομέα τῶν συμβατικῶν ὅπλων. ΣΥΝΕΧΕΙΑ ἐκ τῆς 1ης σελίδος. Αἱ δυνάμεις τῶν χωρῶν τοῦ ΝΑΤΟ καὶ τοῦ Συμφώνου τῆς Βαρσοβίας παρουσιάζουν ἰσορροπίαν εἰς τὸν τομέα τῶν συμβατικῶν ὅπλων. ΣΥΝΕΧΕΙΑ ἐκ τῆς 1ης σελίδος. Αἱ δυνάμεις τῶν χωρῶν τοῦ ΝΑΤΟ καὶ τοῦ Συμφώνου τῆς Βαρσοβίας παρουσιάζουν ἰσορροπίαν εἰς τὸν τομέα τῶν συμβατικῶν ὅπλων. ΥΠΕΡΟΧΗ ΕΙΣ ΥΛΙΚΟΝ ΣΥΝΕΧΕΙΑ ἐκ τῆς 1ης σελίδος. Αἱ δυνάμεις τῶν χωρῶν τοῦ ΝΑΤΟ καὶ τοῦ Συμφώνου τῆς Βαρσοβίας παρουσιάζουν ἰσορροπίαν εἰς τὸν τομέα τῶν συμβατικῶν ὅπλων. ΣΥΝΕΧΕΙΑ ἐκ τῆς 1ης σελίδος. Αἱ δυνάμεις τῶν χωρῶν τοῦ ΝΑΤΟ καὶ τοῦ Συμφώνου τῆς Βαρσοβίας παρουσιάζουν ἰσορροπίαν εἰς τὸν τομέα τῶν συμβατικῶν ὅπλων. (636, 845, 814, 1378)
subhead: ΑΦΙΞΙΣ ΤΟΥ ΡΙΑΝΤ (873, 352, 952, 363)
headline-libya: ΝΕΑΙ ΠΑΡΑΙΤΗΣΕΙΣ ΠΡΕΣΒΕΥΤΩΝ ΤΗΣ ΛΙΒΥΗΣ (1020, 1048, 1180, 1072)
subhead: ΑΝΕΞΗΓΗΤΟΝ ΒΟΜΒΑ (1052, 449, 1149, 460)
subhead: ΜΕΤΕΒΗ Ο ΟΥΛΜΠΡΙΧΤ (1413, 265, 1514, 276)
subhead: ΕΚΚΛΗΣΙΣ ΤΟΥ ΘΑΝΤ (679, 354, 771, 365)
headline-imf: Η ΑΓΓΛΙΑ ΗΡΧΙΣΕ ΝΑ ΠΡΟΕΞΟΦΛΗ ΤΑ ΧΡΕΗ ΠΡΟΣ ΤΟ ΔΙΕΘΝΕΣ ΝΟΜΙΣΜΑΤΙΚΟΝ ΤΑΜΕΙΟΝ (49, 1059, 394, 1090)
subhead: Η ΠΕΡΙΟΔΕΙΑ ΤΟΥ ΦΡΑΝΚΕΡ (851, 491, 974, 502)
subhead: ΣΧΟΛΙΑ ΤΟΥ «ΤΑΣ» (871, 1258, 954, 1269)
article-body: ΛΟΝΔΙΝΟΝ, 2 (Ἠνωμ. Τύπ.).— Ἀνώτερος ἀξιωματικὸς τῆς Σκότλαντ Γυάρντ κατηγορεῖται ὅτι ἐξεβίαζε πολίτας. ΛΟΝΔΙΝΟΝ, 2 (Ἠνωμ. Τύπ.).— Ἀνώτερος ἀξιωματικὸς τῆς Σκότλαντ Γυάρντ κατηγορεῖται ὅτι ἐξεβίαζε πολίτας. ΛΟΝΔΙΝΟΝ, 2 (Ἠνωμ. Τύπ.).— Ἀνώτερος ἀξιωματικὸς τῆς Σκότλαντ Γυάρντ κατηγορεῖται ὅτι ἐξεβίαζε πολίτας. ΛΟΝΔΙΝΟΝ, 2 (Ἠνωμ. Τύπ.).— Ἀνώτερος ἀξιωματικὸς τῆς Σκότλαντ Γυάρντ κατηγορεῖται ὅτι ἐξεβίαζε πολίτας. (27, 1235, 416, 1299)
headline-electoral: ΝΕΑΙ ΠΡΟΘΕΣΜΙΑΙ ΣΥΝΤΑΞΕΩΣ ΚΑΙ ΥΠΟΒΟΛΗΣ ΕΚΛΟΓΙΚΩΝ ΚΑΤΑΛΟΓΩΝ (437, 850, 615, 885)
headline-japan-elections: Ο ΣΑΤΟ ΠΡΟΕΚΗΡΥΞΕ ΔΙΑ ΤΗΝ 27ΗΝ ΔΕΚΕΜΒΡΙΟΥ ΓΕΝΙΚΑΣ ΒΟΥΛΕΥΤΙΚΑΣ ΕΚΛΟΓΑΣ ΕΙΣ ΤΗΝ ΙΑΠΩΝΙΑΝ (1209, 884, 1543, 911)
subhead: ΥΠΕΡΟΧΗ ΕΙΣ ΥΛΙΚΟΝ (677, 1258, 772, 1269)
funeral-name: ΣΤΑΥΡΟΥΛΑΝ ΚΙΟΣΕΛΟΥ (476, 1218, 576, 1229)
headline-police: ΑΝΩΤΕΡΟΣ ΑΣΤΥΝΟΜΙΚΟΣ ΕΙΣ ΤΟ ΛΟΝΔΙΝΟΝ ΕΠΕΔΙΔΕΤΟ ΕΙΣ ΕΚΒΙΑΣΜΟΝ ΤΩΝ ΠΟΛΙΤΩΝ (34, 1195, 409, 1227)
deck-brandt: Αἱ ἀνησυχίαι τῆς Ἀνατ. Γερμανίας διὰ τὰς διμερεῖς.— Τί φοβεῖ τὸ Κρεμλῖνον.— Ἔφθασεν ὁ Οὔλμπριχτ (1205, 113, 1546, 175)
column-narrow (432, 29, 620, 1251)
subhead: Η ΑΓΓΛΙΑ ΠΡΟΕΙΔΟΠΟΙΕΙ (859, 269, 967, 280)
article-body: ΝΕΑ ΥΟΡΚΗ, 2 (Ρώυτερ).— Ἐπανήρχισαν εἰς τὴν Νέαν Ὑόρκην αἱ συνομιλίαι τῶν ἀντιπροσώπων τῶν τεσσάρων μεγάλων δυνάμεων διὰ τὸ πρόβλημα τῆς Μέσης Ἀνατολῆς. Ὁ γενικὸς γραμματεὺς τοῦ Ο.Η.Ε. κ. Θὰντ ἀπηύθυνεν ἔκκλησιν πρὸς τὰς ἐνδιαφερομένας χώρας. ΝΕΑ ΥΟΡΚΗ, 2 (Ρώυτερ).— Ἐπανήρχισαν εἰς τὴν Νέαν Ὑόρκην αἱ συνομιλίαι τῶν ἀντιπροσώπων τῶν τεσσάρων μεγάλων δυνάμεων διὰ τὸ πρόβλημα τῆς Μέσης Ἀνατολῆς. Ὁ γενικὸς γραμματεὺς τοῦ Ο.Η.Ε. κ. Θὰντ ἀπηύθυνεν ἔκκλησιν πρὸς τὰς ἐνδιαφερομένας χώρας. ΕΚΚΛΗΣΙΣ ΤΟΥ ΘΑΝΤ ΗΝΩΜΕΝΑ ΕΘΝΗ, 2 (Ρώυτερ).— Ὁ γενικὸς γραμματεὺς τοῦ Ο.Η.Ε. ἐζήτησεν ἐκ νέου τὴν τήρησιν τῆς ἐκεχειρίας. ΝΕΑ ΥΟΡΚΗ, 2 (Ρώυτερ).— Ἐπανήρχισαν εἰς τὴν Νέαν Ὑόρκην αἱ συνομιλίαι τῶν ἀντιπροσώπων τῶν τεσσάρων μεγάλων δυνάμεων διὰ τὸ πρόβλημα τῆς Μέσης Ἀνατολῆς. Ὁ γενικὸς γραμματεὺς τοῦ Ο.Η.Ε. κ. Θὰντ ἀπηύθυνεν ἔκκλησιν πρὸς τὰς ἐνδιαφερομένας χώρας. Η ΑΓΓΛΙΑ ΠΡΟΕΙΔΟΠΟΙΕΙ ΗΝΩΜΕΝΑ ΕΘΝΗ, 2 (Ἠνωμ. Τύπ.).— Ὁ βρεταννὸς ἀντιπρόσωπος προειδοποίησεν ὅτι ἡ κατάστασις εἶναι κρίσιμος. ΗΝΩΜΕΝΑ ΕΘΝΗ, 2 (Ἠνωμ. Τύπ.).— Ὁ βρεταννὸς ἀντιπρόσωπος προειδοποίησεν ὅτι ἡ κατάστασις εἶναι κρίσιμος. ΑΦΙΞΙΣ ΤΟΥ ΡΙΑΝΤ ΚΑΪΡΟΝ, 2 (Ρώυτερ).— Ὁ ὑπουργὸς ἐξωτερικῶν ἀνεχώρησε διὰ Νέαν Ὑόρκην. ΝΕΑ ΥΟΡΚΗ, 2 (Ρώυτερ).— Ἐπανήρχισαν εἰς τὴν Νέαν Ὑόρκην αἱ συνομιλίαι τῶν ἀντιπροσώπων τῶν τεσσάρων μεγάλων δυνάμεων διὰ τὸ πρόβλημα τῆς Μέσης Ἀνατολῆς. Ὁ γενικὸς γραμματεὺς τοῦ Ο.Η.Ε. κ. Θὰντ ἀπηύθυνεν ἔκκλησιν πρὸς τὰς ἐνδιαφερομένας χώρας. ΗΝΩΜΕΝΑ ΕΘΝΗ, 2 (Ρώυτερ).— Ὁ γενικὸς γραμματεὺς τοῦ Ο.Η.Ε. ἐζήτησεν ἐκ νέου τὴν τήρησιν τῆς ἐκεχειρίας. ΔΙΑΨΕΥΣΙΣ ΟΥΑΣΙΓΚΤΩΝ, 2 (Ἀσσ. Πρές).— Τὸ Στέητ Ντηπάρτμεντ διέψευσε τὰς πληροφορίας. ΟΥΑΣΙΓΚΤΩΝ, 2 (Ἀσσ. Πρές).— Τὸ Στέητ Ντηπάρτμεντ διέψευσε τὰς πληροφορίας. (636, 182, 1189, 399)
headline-nato-balance: ΣΤΡΑΤΙΩΤΙΚΗ ΙΣΟΡΡΟΠΙΑ ΜΕΤΑΞΥ ΝΑΤΟ ΚΑΙ ΜΠΛΟΚ (650, 674, 1176, 802)
newspaper-page (27, 29, 1546, 2306)
article-body: ΙΕΡΟΥΣΑΛΗΜ, 2 (Ἀσσ. Πρές).— Ὁ ὑπουργὸς ἀμύνης τοῦ Ἰσραὴλ ἐδήλωσεν ὅτι δὲν θὰ ἐπιβληθοῦν ὁμαδικαὶ ποιναὶ εἰς τὸν ἀραβικὸν πληθυσμόν. ΙΕΡΟΥΣΑΛΗΜ, 2 (Ἀσσ. Πρές).— Ὁ ὑπουργὸς ἀμύνης τοῦ Ἰσραὴλ ἐδήλωσεν ὅτι δὲν θὰ ἐπιβληθοῦν ὁμαδικαὶ ποιναὶ εἰς τὸν ἀραβικὸν πληθυσμόν. ΙΕΡΟΥΣΑΛΗΜ, 2 (Ἀσσ. Πρές).— Ὁ ὑπουργὸς ἀμύνης τοῦ Ἰσραὴλ ἐδήλωσεν ὅτι δὲν θὰ ἐπιβληθοῦν ὁμαδικαὶ ποιναὶ εἰς τὸν ἀραβικὸν πληθυσμόν. ΙΕΡΟΥΣΑΛΗΜ, 2 (Ἀσσ. Πρές).— Ὁ ὑπουργὸς ἀμύνης τοῦ Ἰσραὴλ ἐδήλωσεν ὅτι δὲν θὰ ἐπιβληθοῦν ὁμαδικαὶ ποιναὶ εἰς τὸν ἀραβικὸν πληθυσμόν. ΙΕΡΟΥΣΑΛΗΜ, 2 (Ἀσσ. Πρές).— Ὁ ὑπουργὸς ἀμύνης τοῦ Ἰσραὴλ ἐδήλωσεν ὅτι δὲν θὰ ἐπιβληθοῦν ὁμαδικαὶ ποιναὶ εἰς τὸν ἀραβικὸν πληθυσμόν. ΙΕΡΟΥΣΑΛΗΜ, 2 (Ἀσσ. Πρές).— Ὁ ὑπουργὸς ἀμύνης τοῦ Ἰσραὴλ ἐδήλωσεν ὅτι δὲν θὰ ἐπιβληθοῦν ὁμαδικαὶ ποιναὶ εἰς τὸν ἀραβικὸν πληθυσμόν. Η ΠΕΡΙΟΔΕΙΑ ΤΟΥ ΦΡΑΝΚΕΡ ΙΕΡΟΥΣΑΛΗΜ, 2 (Ἀσσ. Πρές).— Ὁ ὑπουργὸς ἀμύνης τοῦ Ἰσραὴλ ἐδήλωσεν ὅτι δὲν θὰ ἐπιβληθοῦν ὁμαδικαὶ ποιναὶ εἰς τὸν ἀραβικὸν πληθυσμόν. ΙΕΡΟΥΣΑΛΗΜ, 2 (Ἀσσ. Πρές).— Ὁ ὑπουργὸς ἀμύνης τοῦ Ἰσραὴλ ἐδήλωσεν ὅτι δὲν θὰ ἐπιβληθοῦν ὁμαδικαὶ ποιναὶ εἰς τὸν ἀραβικὸν πληθυσμόν. Η ΕΠΙΤΡΟΠΗ ΑΜΝΗΣΤΙΑΣ ΙΕΡΟΥΣΑΛΗΜ, 2 (Ἀσσ. Πρές).— Ὁ ὑπουργὸς ἀμύνης τοῦ Ἰσραὴλ ἐδήλωσεν ὅτι δὲν θὰ ἐπιβληθοῦν ὁμαδικαὶ ποιναὶ εἰς τὸν ἀραβικὸν πληθυσμόν. ΑΝΕΞΗΓΗΤΟΝ ΒΟΜΒΑ ΙΕΡΟΥΣΑΛΗΜ, 2 (Ἀσσ. Πρές).— Ὁ ὑπουργὸς ἀμύνης τοῦ Ἰσραὴλ ἐδήλωσεν ὅτι δὲν θὰ ἐπιβληθοῦν ὁμαδικαὶ ποιναὶ εἰς τὸν ἀραβικὸν πληθυσμόν. ΙΕΡΟΥΣΑΛΗΜ, 2 (Ἀσσ. Πρές).— Ὁ ὑπουργὸς ἀμύνης τοῦ Ἰσραὴλ ἐδήλωσεν ὅτι δὲν θὰ ἐπιβληθοῦν ὁμαδικαὶ ποιναὶ εἰς τὸν ἀραβικὸν πληθυσμόν. ΑΙ ΠΗΓΕΙΣ ΑΕΡΟΠΛΑΝΩΝ ΙΕΡΟΥΣΑΛΗΜ, 2 (Ἀσσ. Πρές).— Ὁ ὑπουργὸς ἀμύνης τοῦ Ἰσραὴλ ἐδήλωσεν ὅτι δὲν θὰ ἐπιβληθοῦν ὁμαδικαὶ ποιναὶ εἰς τὸν ἀραβικὸν πληθυσμόν. ΙΕΡΟΥΣΑΛΗΜ, 2 (Ἀσσ. Πρές).— Ὁ ὑπουργὸς ἀμύνης τοῦ Ἰσραὴλ ἐδήλωσεν ὅτι δὲν θὰ ἐπιβληθοῦν ὁμαδικαὶ ποιναὶ εἰς τὸν ἀραβικὸν πληθυσμόν. (636, 445, 1189, 660)
funeral-notice: Τὴν ἀγαπημένην μας μητέρα, ἀδελφήν, κηδεύομεν αὔριον. Οἱ συγγενεῖς. (432, 1228, 620, 1249)
column-rule (628, 29, 629, 2306)
article-body: ΑΘΗΝΑΙ, 2.— Ἐκδίδεται ὑπὸ τοῦ ὑπουργείου συγκοινωνιῶν ἡ ἀπόφασις περὶ τῆς διαδικασίας χορηγήσεως ἀδειῶν κυκλοφορίας φορτηγῶν αὐτοκινήτων. ΑΘΗΝΑΙ, 2.— Ἐκδίδεται ὑπὸ τοῦ ὑπουργείου συγκοινωνιῶν ἡ ἀπόφασις περὶ τῆς διαδικασίας χορηγήσεως ἀδειῶν κυκλοφορίας φορτηγῶν αὐτοκινήτων. ΑΘΗΝΑΙ, 2.— Ἐκδίδεται ὑπὸ τοῦ ὑπουργείου συγκοινωνιῶν ἡ ἀπόφασις περὶ τῆς διαδικασίας χορηγήσεως ἀδειῶν κυκλοφορίας φορτηγῶν αὐτοκινήτων. ΙΔΡΥΣΙΣ ΚΕΝΤΡΟΥ ΔΑΣΙΚΩΝ ΕΦΑΡΜΟΓΩΝ ΑΘΗΝΑΙ, 2.— Ὑπὸ τοῦ ὑπουργείου γεωργίας ἱδρύεται κέντρον δασικῶν ἐφαρμογῶν. (27, 1350, 416, 1461)
headline-angelis: Ο Κ. ΑΓΓΕΛΗΣ ΣΥΝΗΝΤΗΘΗ ΜΕ ΤΟΝ ΓΚΟΥΝΤΠΑΣΤΕΡ ΚΑΙ Ο Κ. ΤΣΙΣΤΟΠΟΥΛΟΣ ΜΕ ΤΟΝ ΜΠΡΑΟΥΝ ΚΑΤΑ ΤΑΣ ΠΡΟΚΑΤΑΡΚΤΙΚΑΣ ΕΠΑΦΑΣ ΕΙΣ ΒΡΥΞΕΛΛΑΣ (1212, 422, 1540, 461)
funerals-header: ΚΗΔΕΙΑΙ (493, 1113, 559, 1129)
